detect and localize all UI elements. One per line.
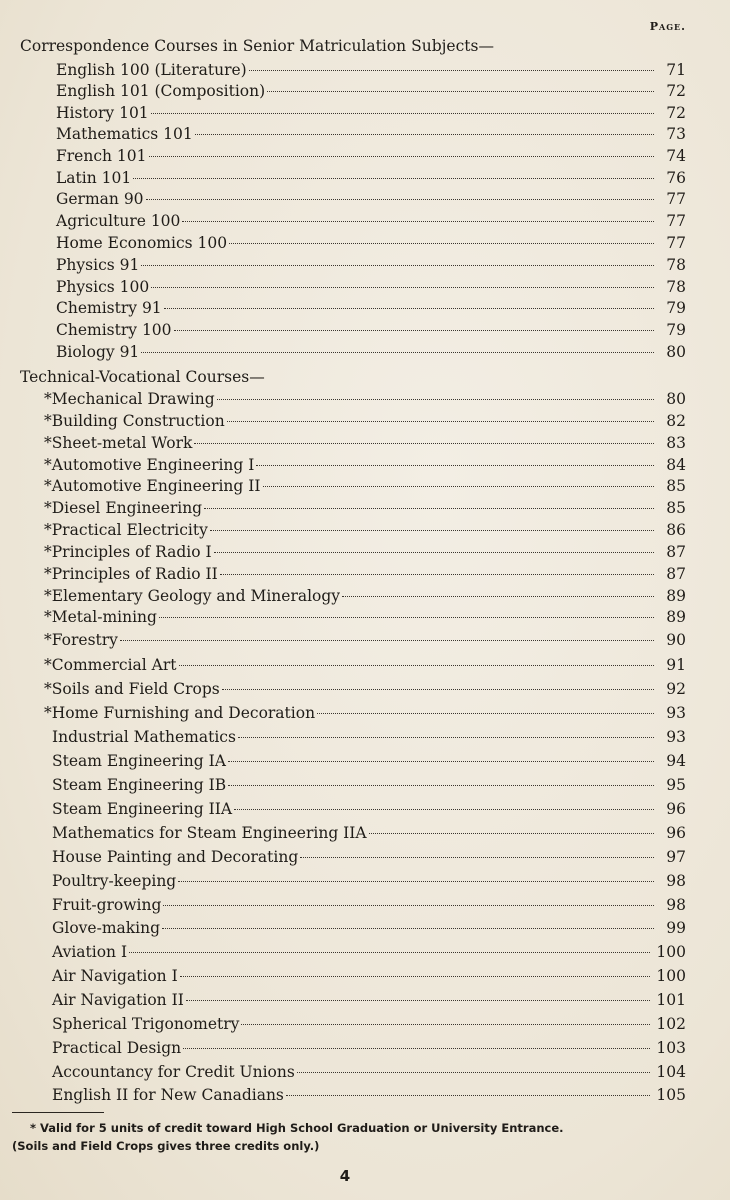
- dot-leader: [195, 134, 654, 135]
- toc-entry: [56, 343, 686, 363]
- dot-leader: [241, 1024, 650, 1025]
- toc-entry-title: *Metal-mining: [44, 608, 157, 626]
- toc-entry: [52, 824, 686, 844]
- toc-entry: [56, 169, 686, 189]
- toc-entry: [52, 1086, 686, 1106]
- toc-entry: [52, 848, 686, 868]
- toc-entry: [56, 212, 686, 232]
- toc-entry-title: English 100 (Literature): [56, 61, 247, 79]
- dot-leader: [163, 905, 654, 906]
- toc-entry-page: 99: [666, 919, 686, 937]
- toc-entry: [44, 390, 686, 410]
- dot-leader: [238, 737, 654, 738]
- dot-leader: [210, 530, 654, 531]
- toc-entry: [52, 776, 686, 796]
- dot-leader: [214, 552, 654, 553]
- toc-entry: [56, 321, 686, 341]
- toc-entry: [56, 125, 686, 145]
- toc-entry-page: 73: [666, 125, 686, 143]
- dot-leader: [180, 976, 651, 977]
- toc-entry: [52, 991, 686, 1011]
- footnote-rule: [12, 1112, 104, 1113]
- toc-entry: [44, 704, 686, 724]
- toc-entry-title: Physics 100: [56, 278, 150, 296]
- toc-entry-page: 77: [666, 190, 686, 208]
- toc-entry-title: *Building Construction: [44, 412, 225, 430]
- toc-entry: [44, 477, 686, 497]
- toc-entry: [44, 521, 686, 541]
- toc-entry-title: *Diesel Engineering: [44, 499, 203, 517]
- toc-entry-page: 71: [666, 61, 686, 79]
- toc-entry-title: Poultry-keeping: [52, 872, 177, 890]
- footnote-credit-note: * Valid for 5 units of credit toward High School Graduation or University Entrance.: [30, 1121, 564, 1135]
- toc-entry-title: Industrial Mathematics: [52, 728, 236, 746]
- toc-entry: [52, 896, 686, 916]
- toc-entry: [56, 278, 686, 298]
- toc-entry-page: 103: [656, 1039, 686, 1057]
- toc-entry-title: Glove-making: [52, 919, 161, 937]
- dot-leader: [342, 596, 654, 597]
- toc-entry: [44, 434, 686, 454]
- toc-entry-page: 74: [666, 147, 686, 165]
- dot-leader: [120, 640, 654, 641]
- toc-entry-title: *Elementary Geology and Mineralogy: [44, 587, 341, 605]
- section-heading-technical-vocational: Technical-Vocational Courses—: [20, 368, 265, 386]
- toc-entry-title: Mathematics 101: [56, 125, 193, 143]
- toc-entry-page: 80: [666, 390, 686, 408]
- dot-leader: [229, 243, 654, 244]
- toc-entry-page: 94: [666, 752, 686, 770]
- dot-leader: [129, 952, 650, 953]
- toc-entry-title: *Principles of Radio II: [44, 565, 218, 583]
- toc-entry-page: 89: [666, 608, 686, 626]
- toc-entry-title: English II for New Canadians: [52, 1086, 284, 1104]
- toc-entry-title: *Automotive Engineering I: [44, 456, 255, 474]
- dot-leader: [263, 486, 654, 487]
- toc-entry: [44, 499, 686, 519]
- toc-entry-page: 79: [666, 321, 686, 339]
- toc-entry: [52, 1039, 686, 1059]
- toc-entry-title: Practical Design: [52, 1039, 182, 1057]
- dot-leader: [222, 689, 654, 690]
- toc-entry-title: Spherical Trigonometry: [52, 1015, 240, 1033]
- toc-entry: [52, 967, 686, 987]
- dot-leader: [286, 1095, 651, 1096]
- toc-entry: [56, 104, 686, 124]
- toc-entry: [56, 61, 686, 81]
- toc-entry-page: 104: [656, 1063, 686, 1081]
- toc-entry-page: 80: [666, 343, 686, 361]
- dot-leader: [317, 713, 654, 714]
- toc-entry-page: 86: [666, 521, 686, 539]
- toc-entry: [56, 299, 686, 319]
- toc-entry-page: 100: [656, 943, 686, 961]
- page-column-label: Page.: [649, 20, 686, 33]
- toc-entry-page: 87: [666, 565, 686, 583]
- toc-entry-title: English 101 (Composition): [56, 82, 266, 100]
- toc-entry-title: Accountancy for Credit Unions: [52, 1063, 295, 1081]
- toc-entry-title: Chemistry 100: [56, 321, 172, 339]
- toc-entry-title: *Practical Electricity: [44, 521, 208, 539]
- toc-entry-page: 89: [666, 587, 686, 605]
- dot-leader: [204, 508, 654, 509]
- toc-entry-page: 96: [666, 800, 686, 818]
- toc-entry-title: Steam Engineering IA: [52, 752, 226, 770]
- toc-entry-title: *Mechanical Drawing: [44, 390, 215, 408]
- toc-entry: [52, 752, 686, 772]
- toc-entry-page: 97: [666, 848, 686, 866]
- toc-entry-title: Steam Engineering IIA: [52, 800, 233, 818]
- toc-entry-page: 93: [666, 704, 686, 722]
- toc-entry-page: 85: [666, 477, 686, 495]
- toc-entry-page: 84: [666, 456, 686, 474]
- toc-entry-page: 72: [666, 104, 686, 122]
- toc-entry-page: 90: [666, 631, 686, 649]
- dot-leader: [182, 221, 654, 222]
- toc-entry: [44, 587, 686, 607]
- toc-entry: [52, 943, 686, 963]
- toc-entry: [44, 565, 686, 585]
- toc-entry-title: History 101: [56, 104, 149, 122]
- toc-entry: [56, 256, 686, 276]
- toc-entry-page: 98: [666, 896, 686, 914]
- dot-leader: [162, 928, 654, 929]
- toc-entry: [56, 82, 686, 102]
- dot-leader: [141, 265, 654, 266]
- toc-entry-page: 96: [666, 824, 686, 842]
- dot-leader: [249, 70, 654, 71]
- toc-entry-page: 100: [656, 967, 686, 985]
- dot-leader: [186, 1000, 651, 1001]
- toc-entry-page: 76: [666, 169, 686, 187]
- toc-entry-title: *Sheet-metal Work: [44, 434, 193, 452]
- dot-leader: [151, 113, 654, 114]
- dot-leader: [164, 308, 654, 309]
- toc-entry-title: Latin 101: [56, 169, 132, 187]
- dot-leader: [183, 1048, 650, 1049]
- toc-entry-title: French 101: [56, 147, 147, 165]
- toc-entry: [44, 631, 686, 651]
- toc-entry-page: 83: [666, 434, 686, 452]
- toc-entry-page: 105: [656, 1086, 686, 1104]
- dot-leader: [300, 857, 654, 858]
- toc-entry-page: 78: [666, 256, 686, 274]
- toc-entry-title: House Painting and Decorating: [52, 848, 299, 866]
- dot-leader: [297, 1072, 651, 1073]
- toc-entry: [52, 728, 686, 748]
- toc-entry-page: 102: [656, 1015, 686, 1033]
- toc-entry-page: 92: [666, 680, 686, 698]
- toc-entry-page: 93: [666, 728, 686, 746]
- toc-entry-page: 91: [666, 656, 686, 674]
- toc-entry-page: 101: [656, 991, 686, 1009]
- toc-entry-title: German 90: [56, 190, 144, 208]
- toc-entry-title: Agriculture 100: [56, 212, 181, 230]
- dot-leader: [159, 617, 654, 618]
- dot-leader: [256, 465, 654, 466]
- toc-entry-title: *Commercial Art: [44, 656, 177, 674]
- toc-entry-title: *Forestry: [44, 631, 118, 649]
- toc-entry: [44, 680, 686, 700]
- dot-leader: [178, 881, 654, 882]
- toc-entry: [44, 412, 686, 432]
- dot-leader: [228, 761, 654, 762]
- toc-entry: [52, 919, 686, 939]
- toc-entry-title: Chemistry 91: [56, 299, 162, 317]
- toc-entry-page: 82: [666, 412, 686, 430]
- toc-entry-title: Aviation I: [52, 943, 128, 961]
- dot-leader: [151, 287, 654, 288]
- toc-entry-page: 87: [666, 543, 686, 561]
- toc-entry-page: 72: [666, 82, 686, 100]
- toc-entry-title: Steam Engineering IB: [52, 776, 227, 794]
- toc-entry-title: Air Navigation II: [52, 991, 184, 1009]
- toc-entry: [44, 608, 686, 628]
- dot-leader: [369, 833, 654, 834]
- toc-entry-page: 85: [666, 499, 686, 517]
- page-number: 4: [339, 1167, 351, 1185]
- toc-entry-page: 77: [666, 234, 686, 252]
- footnote-soils-note: (Soils and Field Crops gives three credits only.): [12, 1139, 320, 1153]
- dot-leader: [217, 399, 654, 400]
- dot-leader: [227, 421, 654, 422]
- toc-entry-page: 98: [666, 872, 686, 890]
- toc-entry-page: 95: [666, 776, 686, 794]
- toc-entry-title: *Home Furnishing and Decoration: [44, 704, 316, 722]
- toc-entry-page: 78: [666, 278, 686, 296]
- footnote: [12, 1119, 702, 1155]
- toc-entry-title: Fruit-growing: [52, 896, 162, 914]
- dot-leader: [194, 443, 654, 444]
- toc-entry: [44, 543, 686, 563]
- toc-entry: [52, 872, 686, 892]
- dot-leader: [234, 809, 654, 810]
- toc-entry-title: *Principles of Radio I: [44, 543, 212, 561]
- dot-leader: [174, 330, 654, 331]
- toc-entry-page: 77: [666, 212, 686, 230]
- toc-entry-title: Air Navigation I: [52, 967, 178, 985]
- dot-leader: [133, 178, 654, 179]
- toc-entry: [56, 190, 686, 210]
- toc-entry-title: Home Economics 100: [56, 234, 228, 252]
- dot-leader: [149, 156, 655, 157]
- toc-entry: [52, 1015, 686, 1035]
- dot-leader: [220, 574, 654, 575]
- dot-leader: [267, 91, 654, 92]
- dot-leader: [228, 785, 654, 786]
- dot-leader: [141, 352, 654, 353]
- toc-entry: [44, 656, 686, 676]
- toc-entry: [56, 234, 686, 254]
- toc-entry-title: *Automotive Engineering II: [44, 477, 261, 495]
- toc-entry-title: Mathematics for Steam Engineering IIA: [52, 824, 367, 842]
- toc-entry-title: *Soils and Field Crops: [44, 680, 220, 698]
- toc-entry: [56, 147, 686, 167]
- toc-entry-title: Biology 91: [56, 343, 140, 361]
- toc-entry: [52, 800, 686, 820]
- dot-leader: [146, 199, 654, 200]
- toc-entry: [44, 456, 686, 476]
- toc-entry-page: 79: [666, 299, 686, 317]
- section-heading-senior-matriculation: Correspondence Courses in Senior Matriculation Subjects—: [20, 37, 494, 55]
- dot-leader: [179, 665, 654, 666]
- toc-entry-title: Physics 91: [56, 256, 140, 274]
- toc-entry: [52, 1063, 686, 1083]
